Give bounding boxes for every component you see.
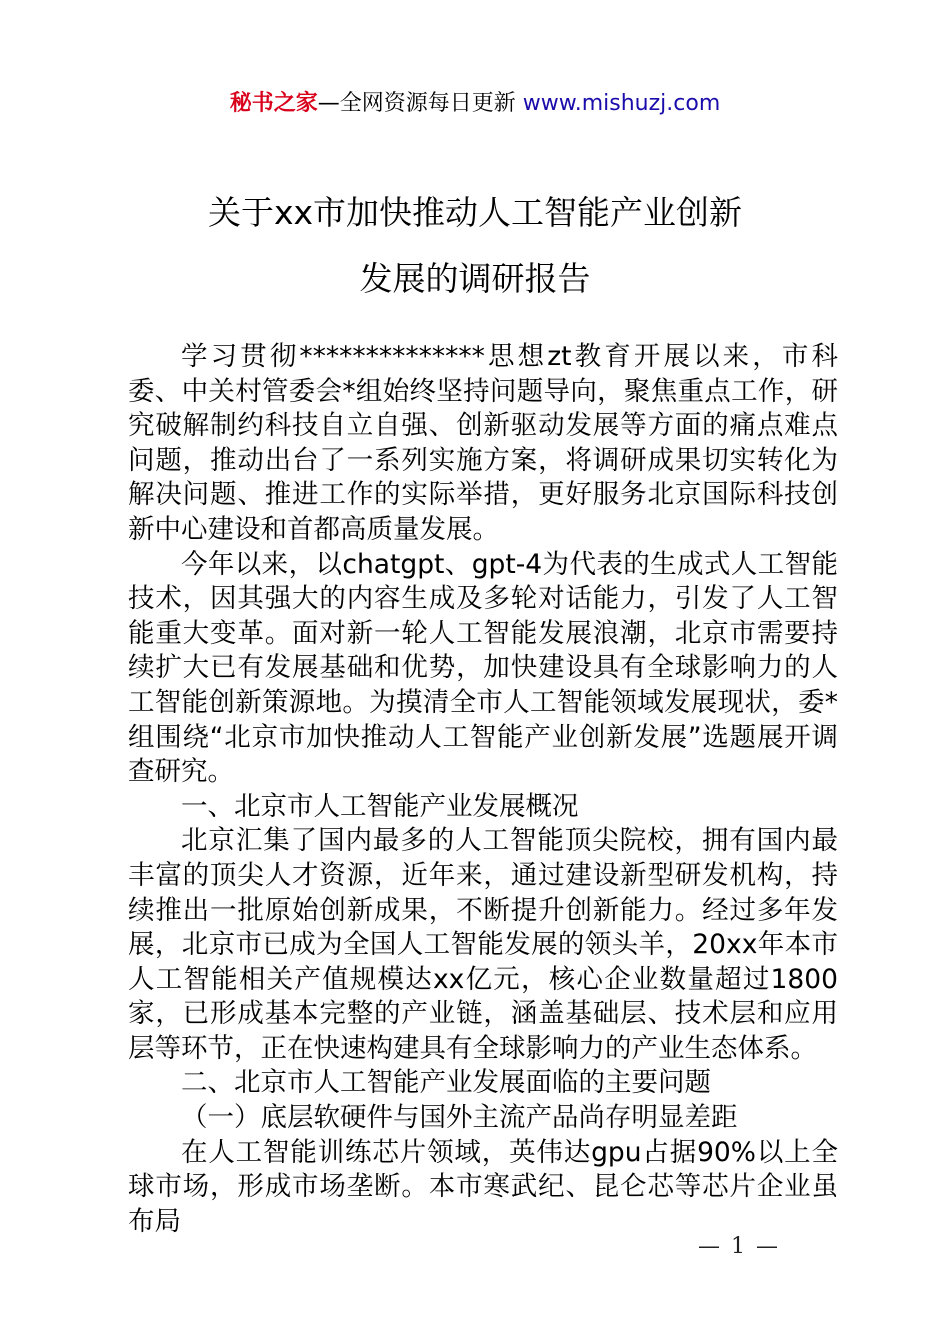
site-header: [0, 86, 950, 122]
paragraph-intro: 学习贯彻**************思想zt教育开展以来，市科委、中关村管委会*组始终坚持问题导向，聚焦重点工作，研究破解制约科技自立自强、创新驱动发展等方面的痛点难点问题，推动出台了一系列实施方案，将调研成果切实转化为解决问题、推进工作的实际举措，更好服务北京国际科技创新中心建设和首都高质量发展。: [128, 341, 838, 545]
document-title-line-1: 关于xx市加快推动人工智能产业创新: [207, 193, 743, 232]
subsection-heading-1: （一）底层软硬件与国外主流产品尚存明显差距: [181, 1102, 738, 1134]
document-body: [128, 340, 838, 1239]
section-heading-1: 一、北京市人工智能产业发展概况: [181, 790, 579, 822]
paragraph-background: 今年以来，以chatgpt、gpt-4为代表的生成式人工智能技术，因其强大的内容生成及多轮对话能力，引发了人工智能重大变革。面对新一轮人工智能发展浪潮，北京市需要持续扩大已有发展基础和优势，加快建设具有全球影响力的人工智能创新策源地。为摸清全市人工智能领域发展现状，委*组围绕“北京市加快推动人工智能产业创新发展”选题展开调查研究。: [128, 548, 838, 788]
page-number: — 1 —: [698, 1234, 780, 1259]
site-slogan: —全网资源每日更新: [317, 91, 523, 116]
paragraph-overview: 北京汇集了国内最多的人工智能顶尖院校，拥有国内最丰富的顶尖人才资源，近年来，通过建设新型研发机构，持续推出一批原始创新成果，不断提升创新能力。经过多年发展，北京市已成为全国人工智能发展的领头羊，20xx年本市人工智能相关产值规模达xx亿元，核心企业数量超过1800家，已形成基本完整的产业链，涵盖基础层、技术层和应用层等环节，正在快速构建具有全球影响力的产业生态体系。: [128, 825, 838, 1064]
paragraph-chips: 在人工智能训练芯片领域，英伟达gpu占据90%以上全球市场，形成市场垄断。本市寒武纪、昆仑芯等芯片企业虽布局: [128, 1136, 838, 1237]
site-url-link[interactable]: www.mishuzj.com: [522, 91, 721, 116]
document-title-line-2: 发展的调研报告: [359, 259, 591, 298]
site-brand: 秘书之家: [229, 91, 318, 116]
section-heading-2: 二、北京市人工智能产业发展面临的主要问题: [181, 1067, 711, 1099]
